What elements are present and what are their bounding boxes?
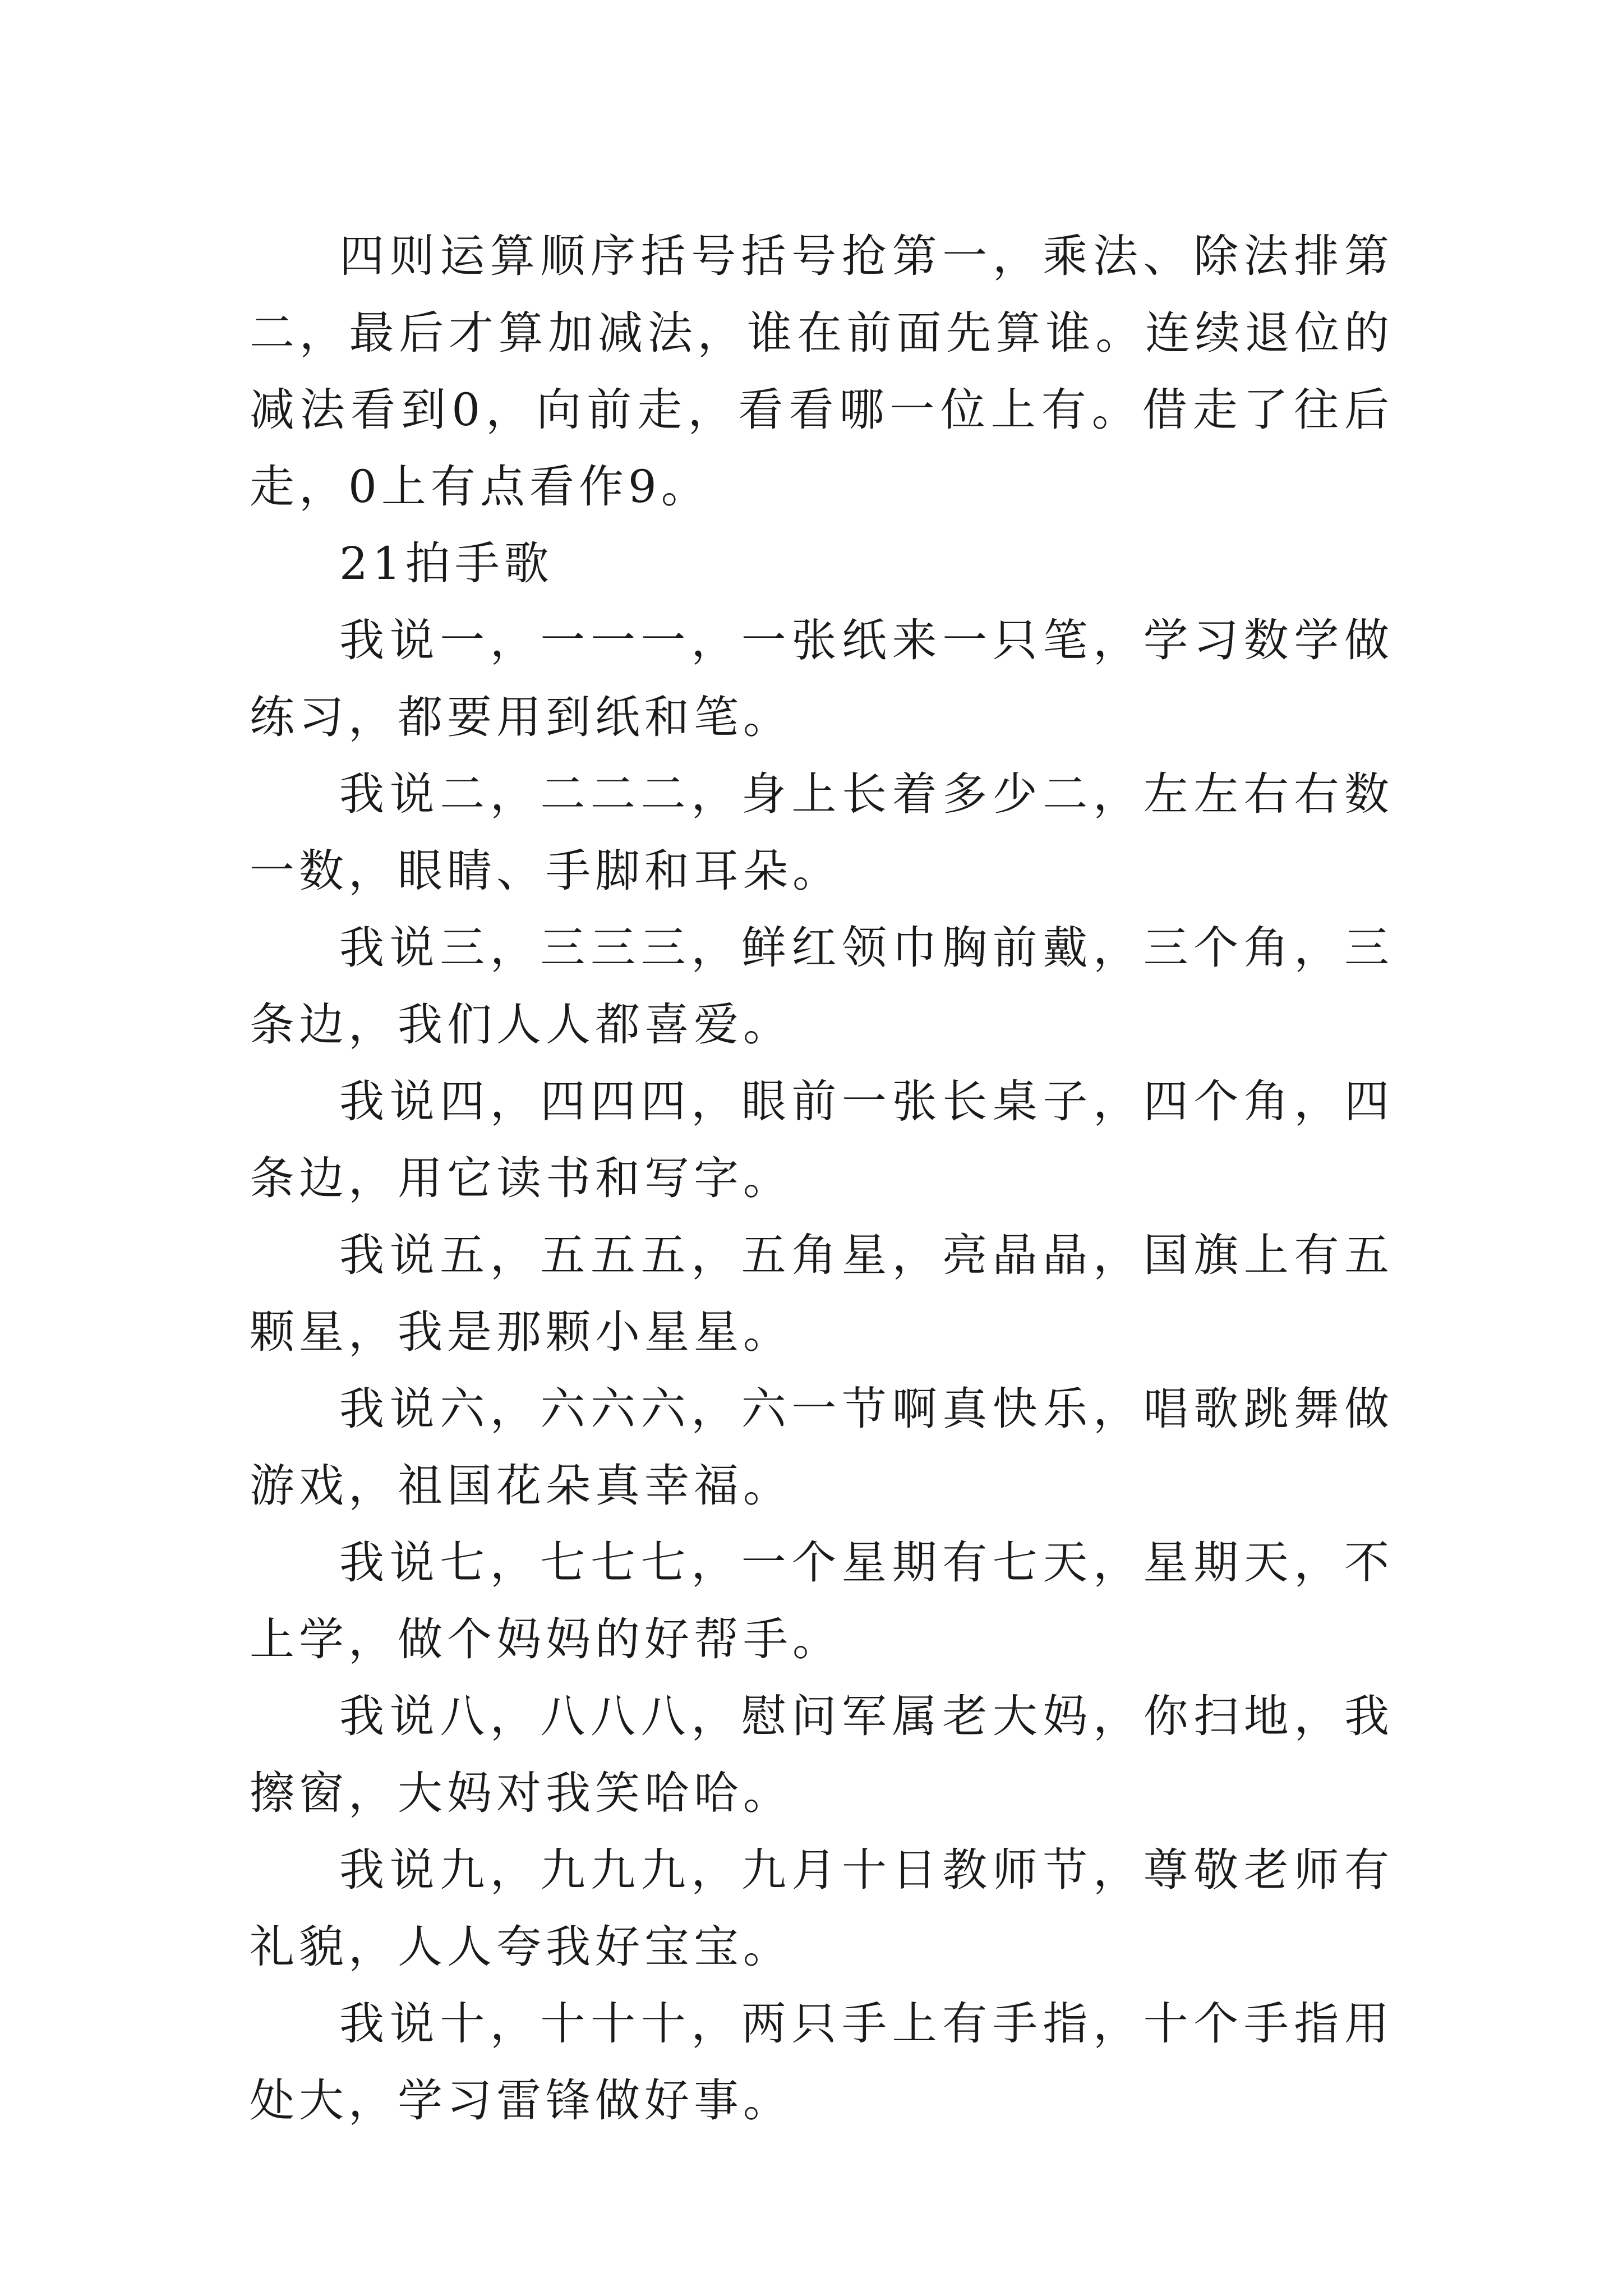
- verse-paragraph-10: 我说十，十十十，两只手上有手指，十个手指用处大，学习雷锋做好事。: [250, 1998, 1394, 2127]
- verse-paragraph-4: 我说四，四四四，眼前一张长桌子，四个角，四条边，用它读书和写字。: [250, 1075, 1394, 1204]
- verse-paragraph-2: 我说二，二二二，身上长着多少二，左左右右数一数，眼睛、手脚和耳朵。: [250, 768, 1394, 897]
- verse-paragraph-9: 我说九，九九九，九月十日教师节，尊敬老师有礼貌，人人夸我好宝宝。: [250, 1844, 1394, 1973]
- section-heading: 21拍手歌: [339, 537, 554, 590]
- verse-paragraph-5: 我说五，五五五，五角星，亮晶晶，国旗上有五颗星，我是那颗小星星。: [250, 1229, 1394, 1358]
- verse-paragraph-8: 我说八，八八八，慰问军属老大妈，你扫地，我擦窗，大妈对我笑哈哈。: [250, 1690, 1394, 1819]
- verse-paragraph-1: 我说一，一一一，一张纸来一只笔，学习数学做练习，都要用到纸和笔。: [250, 614, 1394, 743]
- intro-paragraph: 四则运算顺序括号括号抢第一，乘法、除法排第二，最后才算加减法，谁在前面先算谁。连续退位的减法看到0，向前走，看看哪一位上有。借走了往后走，0上有点看作9。: [250, 230, 1394, 513]
- verse-paragraph-7: 我说七，七七七，一个星期有七天，星期天，不上学，做个妈妈的好帮手。: [250, 1536, 1394, 1665]
- verse-paragraph-3: 我说三，三三三，鲜红领巾胸前戴，三个角，三条边，我们人人都喜爱。: [250, 922, 1394, 1051]
- document-body: [250, 218, 1394, 2139]
- verse-paragraph-6: 我说六，六六六，六一节啊真快乐，唱歌跳舞做游戏，祖国花朵真幸福。: [250, 1383, 1394, 1512]
